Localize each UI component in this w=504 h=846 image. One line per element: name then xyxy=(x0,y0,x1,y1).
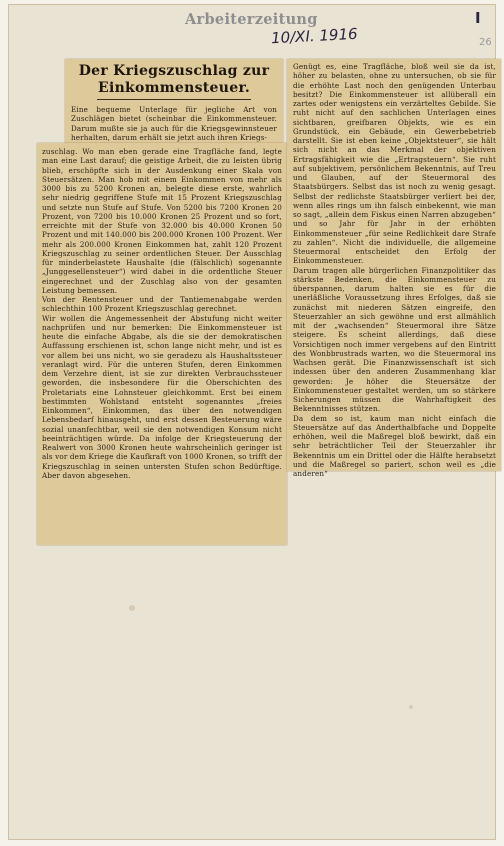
article-intro: Eine bequeme Unterlage für jegliche Art von Zuschlägen bietet (scheinbar die Einkommensteuer. Darum mußte sie ja auch für die Kriegsgewinnsteuer herhalten, darum erhält sie jetzt auch ihren Kriegs- xyxy=(71,105,277,142)
handwritten-mark: I xyxy=(475,9,481,27)
article-title-line1: Der Kriegszuschlag zur xyxy=(78,63,270,79)
archive-card xyxy=(8,4,496,840)
article-title xyxy=(73,63,275,97)
paper-spot xyxy=(409,705,413,709)
article-title-line2: Einkommensteuer. xyxy=(97,80,251,96)
pencil-page-number: 26 xyxy=(479,37,492,48)
clipping-header xyxy=(65,59,283,143)
article-column-left: zuschlag. Wo man eben gerade eine Tragfläche fand, legte man eine Last darauf; die geistige Arbeit, die zu leisten übrig blieb, erschöpfte sich in der Ausdenkung einer Skala von Steuersätzen. Man hob mit einem Einkommen von mehr als 3000 bis zu 5200 Kronen an, belegte diese erste, wahrlich sehr niedrig gegriffene Stufe mit 15 Prozent Kriegszuschlag und setzte nun Stufe auf Stufe. Von 5200 bis 7200 Kronen 20 Prozent, von 7200 bis 10.000 Kronen 25 Prozent und so fort, erreichte mit der Stufe von 32.000 bis 40.000 Kronen 50 Prozent und mit 140.000 bis 200.000 Kronen 100 Prozent. Wer mehr als 200.000 Kronen Einkommen hat, zahlt 120 Prozent Kriegszuschlag zu seiner ordentlichen Steuer. Der Ausschlag für minderbelastete Haushalte (die (fälschlich) sogenannte „Junggesellensteuer“) wird dabei in die ordentliche Steuer eingerechnet und der Zuschlag also von der gesamten Leistung bemessen. Von der Rentensteuer und der Tantiemenabgabe werden schlechthin 100 Prozent Kriegszuschlag gerechnet. Wir wollen die Angemessenheit der Abstufung nicht weiter nachprüfen und nur bemerken: Die Einkommensteuer ist heute die einfache Abgabe, als die sie der demokratischen Auffassung erschienen ist, schon lange nicht mehr, und ist es vor allem bei uns nicht, wo sie geradezu als Haushaltssteuer veranlagt wird. Für die unteren Stufen, deren Einkommen dem Verzehre dient, ist sie zur direkten Verbrauchssteuer geworden, die insbesondere für die Oberschichten des Proletariats eine Lohnsteuer gleichkommt. Erst bei einem bestimmten Wohlstand entsteht sogenanntes „freies Einkommen“, Einkommen, das über den notwendigen Lebensbedarf hinausgeht, und erst dessen Besteuerung wäre sozial unanfechtbar, weil sie den notwendigen Konsum nicht beeinträchtigen würde. Da infolge der Kriegsteuerung der Realwert von 3000 Kronen heute wahrscheinlich geringer ist als vor dem Kriege die Kaufkraft von 1000 Kronen, so trifft der Kriegszuschlag in seinen untersten Stufen schon Bedürftige. Aber davon abgesehen. xyxy=(42,147,282,480)
paper-spot xyxy=(129,605,135,611)
title-rule xyxy=(97,99,251,100)
clipping-column-right xyxy=(287,59,501,478)
article-column-right: Genügt es, eine Tragfläche, bloß weil sie da ist, höher zu belasten, ohne zu untersuchen, ob sie für die erhöhte Last noch den genügenden Unterbau besitzt? Die Einkommensteuer ist allüberall ein zartes oder wenigstens ein verzärteltes Gebilde. Sie ruht nicht auf den sachlichen Unterlagen eines sichtbaren, greifbaren Objekts, wie es ein Grundstück, ein Gebäude, ein Gewerbebetrieb darstellt. Sie ist eben keine „Objektsteuer“, sie hält sich nicht an das Merkmal der objektiven Ertragsfähigkeit wie die „Ertragsteuern“. Sie ruht auf subjektivem, persönlichem Bekenntnis, auf Treu und Glauben, auf der Steuermoral des Staatsbürgers. Selbst das ist noch zu wenig gesagt. Selbst der redlichste Staatsbürger verliert bei der, wenn alles rings um ihn falsch einbekennt, wie man so sagt, „allein dem Fiskus einen Narren abzugeben“ und so Jahr für Jahr in der erhöhten Einkommensteuer „für seine Redlichkeit dare Strafe zu zahlen“. Nicht die individuelle, die allgemeine Steuermoral entscheidet den Erfolg der Einkommensteuer. Darum tragen alle bürgerlichen Finanzpolitiker das stärkste Bedenken, die Einkommensteuer zu überspannen, darum halten sie es für die unerläßliche Voraussetzung ihres Erfolges, daß sie zunächst mit niederen Sätzen eingreife, den Steuerzahler an sich gewöhne und erst allmählich mit der „wachsenden“ Steuermoral ihre Sätze steigere. Es scheint allerdings, daß diese Vorsichtigen noch immer vergebens auf den Eintritt des Wonbbrustrads warten, wo die Steuermoral ins Wachsen gerät. Die Finanzwissenschaft ist sich indessen über den anderen Zusammenhang klar geworden: Je höher die Steuersätze der Einkommensteuer gestaltet werden, um so stärkere Sicherungen müssen die Wahrhaftigkeit des Bekenntnisses stützen. Da dem so ist, kaum man nicht einfach die Steuersätze auf das Anderthalbfache und Doppelte erhöhen, weil die Maßregel bloß bewirkt, daß ein sehr beträchtlicher Teil der Steuerzahler ihr Bekenntnis um ein Drittel oder die Hälfte herabsetzt und die Maßregel so pariert, schon weil es „die anderen“ xyxy=(293,62,496,478)
handwritten-date: 10/XI. 1916 xyxy=(270,24,358,48)
newspaper-masthead: Arbeiterzeitung xyxy=(185,11,318,28)
clipping-column-left xyxy=(37,143,287,545)
